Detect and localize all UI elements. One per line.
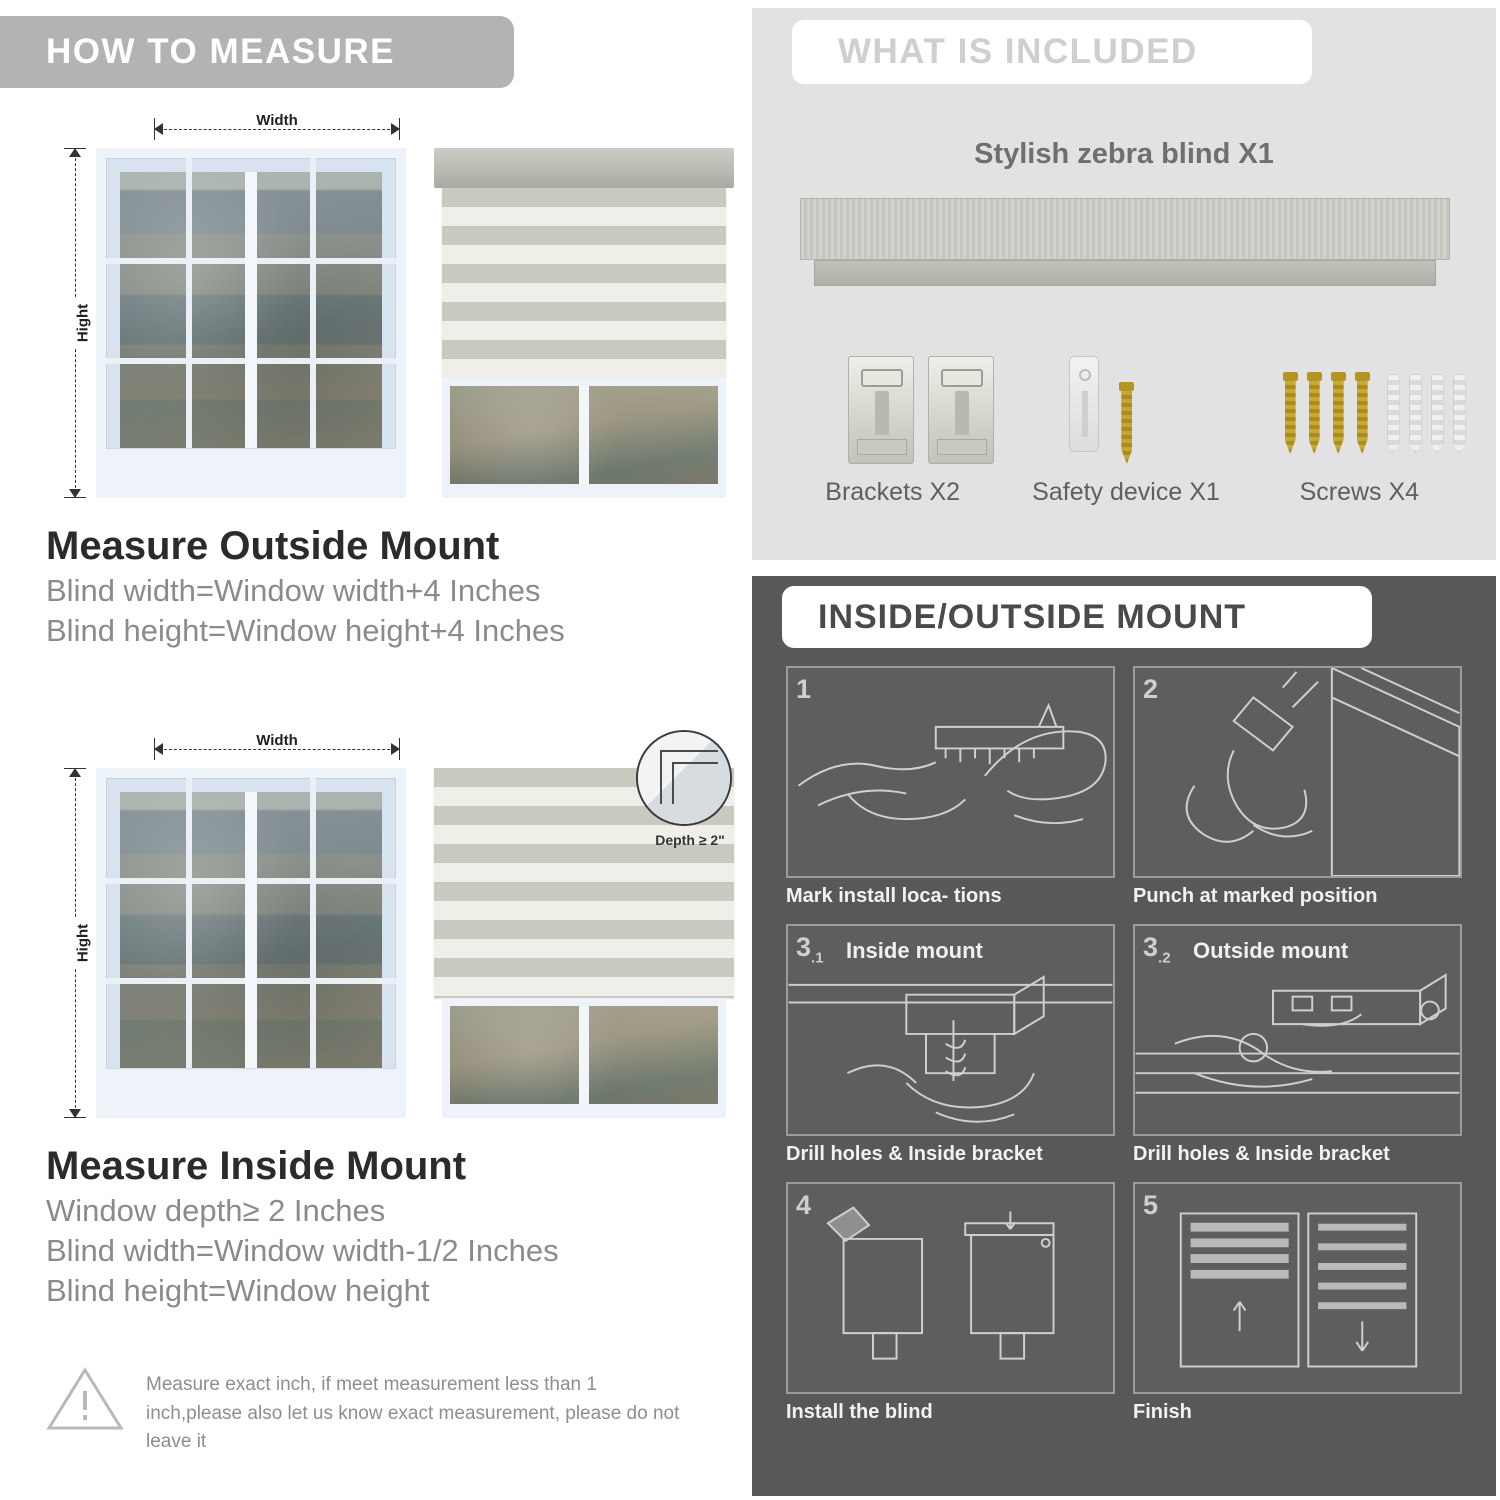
- blind-on-window-outside: [434, 148, 734, 498]
- step-number: 2: [1143, 674, 1159, 704]
- part-caption: Safety device X1: [1032, 478, 1220, 506]
- dimension-line: [154, 129, 400, 130]
- screw-head: [1283, 372, 1298, 381]
- arrow-left-icon: [154, 123, 163, 135]
- step-inline-label: Inside mount: [846, 938, 983, 963]
- step-3-2: [1133, 924, 1462, 1166]
- inside-mount-title: Measure Inside Mount: [46, 1144, 467, 1188]
- dimension-line: [154, 749, 400, 750]
- inside-mount-line-3: Blind height=Window height: [46, 1273, 430, 1308]
- part-safety-device: [1009, 338, 1242, 538]
- window-sill: [106, 448, 396, 488]
- arrow-down-icon: [69, 489, 81, 498]
- bracket-foot: [937, 439, 987, 455]
- inside-height-label: Hight: [75, 918, 92, 968]
- screw-icon: [1285, 372, 1296, 454]
- wall-anchor-icon: [1387, 374, 1400, 454]
- step-2: [1133, 666, 1462, 908]
- safety-device-art: [1009, 338, 1242, 478]
- bracket-slot: [861, 369, 903, 387]
- screw-body: [1309, 381, 1320, 454]
- step-caption: Punch at marked position: [1133, 885, 1378, 907]
- step-number: 5: [1143, 1190, 1159, 1220]
- bracket-slot: [941, 369, 983, 387]
- blind-headrail-product: [800, 198, 1450, 296]
- screw-body: [1285, 381, 1296, 454]
- window-below-blind: [442, 378, 726, 498]
- inside-mount-line-2: Blind width=Window width-1/2 Inches: [46, 1233, 559, 1268]
- how-to-measure-column: [0, 0, 748, 1500]
- screw-head: [1119, 382, 1134, 391]
- outside-height-dimension: [64, 148, 92, 498]
- window-mullion: [579, 386, 589, 490]
- step-caption: Install the blind: [786, 1401, 933, 1423]
- step-illustration: [1133, 924, 1462, 1136]
- arrow-down-icon: [69, 1109, 81, 1118]
- screw-head: [1331, 372, 1346, 381]
- installation-steps-grid: [786, 666, 1462, 1424]
- zebra-fabric: [442, 188, 726, 378]
- headrail-face: [800, 198, 1450, 260]
- what-is-included-panel: [752, 8, 1496, 560]
- included-parts-row: [776, 338, 1476, 538]
- what-is-included-banner-label: WHAT IS INCLUDED: [838, 32, 1198, 71]
- bracket-stem: [875, 391, 889, 435]
- screws-art: [1243, 338, 1476, 478]
- included-product-title: Stylish zebra blind X1: [974, 138, 1274, 170]
- arrow-up-icon: [69, 148, 81, 157]
- screw-icon: [1333, 372, 1344, 454]
- step-illustration: [1133, 1182, 1462, 1394]
- step-number: $3_{.1}$: [796, 932, 824, 967]
- arrow-up-icon: [69, 768, 81, 777]
- step-caption: Drill holes & Inside bracket: [1133, 1143, 1390, 1165]
- window-mullion: [245, 792, 257, 1068]
- measure-warning-note: [46, 1365, 686, 1457]
- screw-icon: [1357, 372, 1368, 454]
- wall-anchor-icon: [1453, 374, 1466, 454]
- step-3-1: [786, 924, 1115, 1166]
- step-illustration: [786, 924, 1115, 1136]
- step-illustration: [786, 666, 1115, 878]
- step-caption: Finish: [1133, 1401, 1192, 1423]
- part-brackets: [776, 338, 1009, 538]
- outside-width-dimension: [154, 112, 400, 140]
- how-to-measure-banner: [0, 16, 514, 88]
- arrow-left-icon: [154, 743, 163, 755]
- outside-mount-title: Measure Outside Mount: [46, 524, 500, 568]
- window-sill: [442, 484, 726, 498]
- brackets-art: [776, 338, 1009, 478]
- bracket-foot: [857, 439, 907, 455]
- safety-slit: [1082, 391, 1088, 437]
- step-number: 1: [796, 674, 812, 704]
- wall-anchor-icon: [1409, 374, 1422, 454]
- depth-label: Depth ≥ 2": [655, 832, 725, 848]
- screw-body: [1121, 391, 1132, 464]
- window-below-blind: [442, 998, 726, 1118]
- bracket-icon: [848, 356, 914, 464]
- screw-head: [1355, 372, 1370, 381]
- bracket-stem: [955, 391, 969, 435]
- inside-outside-mount-banner: [782, 586, 1372, 648]
- warning-triangle-icon: [46, 1365, 124, 1433]
- part-caption: Screws X4: [1299, 478, 1420, 506]
- step-5: [1133, 1182, 1462, 1424]
- measure-warning-text: Measure exact inch, if meet measurement less than 1 inch,please also let us know exact measurement, please do not leave it: [146, 1374, 680, 1452]
- inside-width-dimension: [154, 732, 400, 760]
- window-mullion: [245, 172, 257, 448]
- screws-group: [1277, 372, 1477, 458]
- outside-mount-line-1: Blind width=Window width+4 Inches: [46, 573, 541, 608]
- screw-body: [1357, 381, 1368, 454]
- arrow-right-icon: [391, 743, 400, 755]
- right-column: [748, 0, 1500, 1500]
- step-caption: Mark install loca- tions: [786, 885, 1002, 907]
- headrail-bottom: [814, 260, 1436, 286]
- window-photo: [96, 768, 406, 1118]
- window-sill: [106, 1068, 396, 1108]
- outside-mount-line-2: Blind height=Window height+4 Inches: [46, 613, 565, 648]
- inside-mount-block: [0, 730, 748, 1309]
- inside-width-label: Width: [248, 732, 306, 749]
- part-caption: Brackets X2: [825, 478, 961, 506]
- screw-body: [1333, 381, 1344, 454]
- window-sill: [442, 1104, 726, 1118]
- step-number: 4: [796, 1190, 812, 1220]
- depth-lines: [638, 732, 730, 824]
- screw-icon: [1309, 372, 1320, 454]
- outside-mount-illustration: [46, 110, 746, 510]
- step-4: [786, 1182, 1115, 1424]
- outside-width-label: Width: [248, 112, 306, 129]
- part-screws: [1243, 338, 1476, 538]
- window-photo: [96, 148, 406, 498]
- window-mullion: [579, 1006, 589, 1110]
- inside-height-dimension: [64, 768, 92, 1118]
- step-illustration: [1133, 666, 1462, 878]
- how-to-measure-banner-label: HOW TO MEASURE: [46, 32, 395, 71]
- step-inline-label: Outside mount: [1193, 938, 1349, 963]
- arrow-right-icon: [391, 123, 400, 135]
- wall-anchor-icon: [1431, 374, 1444, 454]
- outside-height-label: Hight: [75, 298, 92, 348]
- step-number: $3_{.2}$: [1143, 932, 1171, 967]
- inside-outside-mount-banner-label: INSIDE/OUTSIDE MOUNT: [818, 597, 1247, 636]
- step-illustration: [786, 1182, 1115, 1394]
- step-1: [786, 666, 1115, 908]
- safety-device-icon: [1069, 356, 1099, 452]
- inside-mount-line-1: Window depth≥ 2 Inches: [46, 1193, 386, 1228]
- inside-mount-illustration: [46, 730, 746, 1130]
- step-caption: Drill holes & Inside bracket: [786, 1143, 1043, 1165]
- screw-head: [1307, 372, 1322, 381]
- screw-icon: [1121, 382, 1132, 464]
- blind-headrail: [434, 148, 734, 188]
- safety-hole: [1079, 369, 1091, 381]
- outside-mount-block: [0, 110, 748, 649]
- bracket-icon: [928, 356, 994, 464]
- depth-magnifier: [636, 730, 732, 826]
- what-is-included-banner: [792, 20, 1312, 84]
- inside-outside-mount-panel: [752, 576, 1496, 1496]
